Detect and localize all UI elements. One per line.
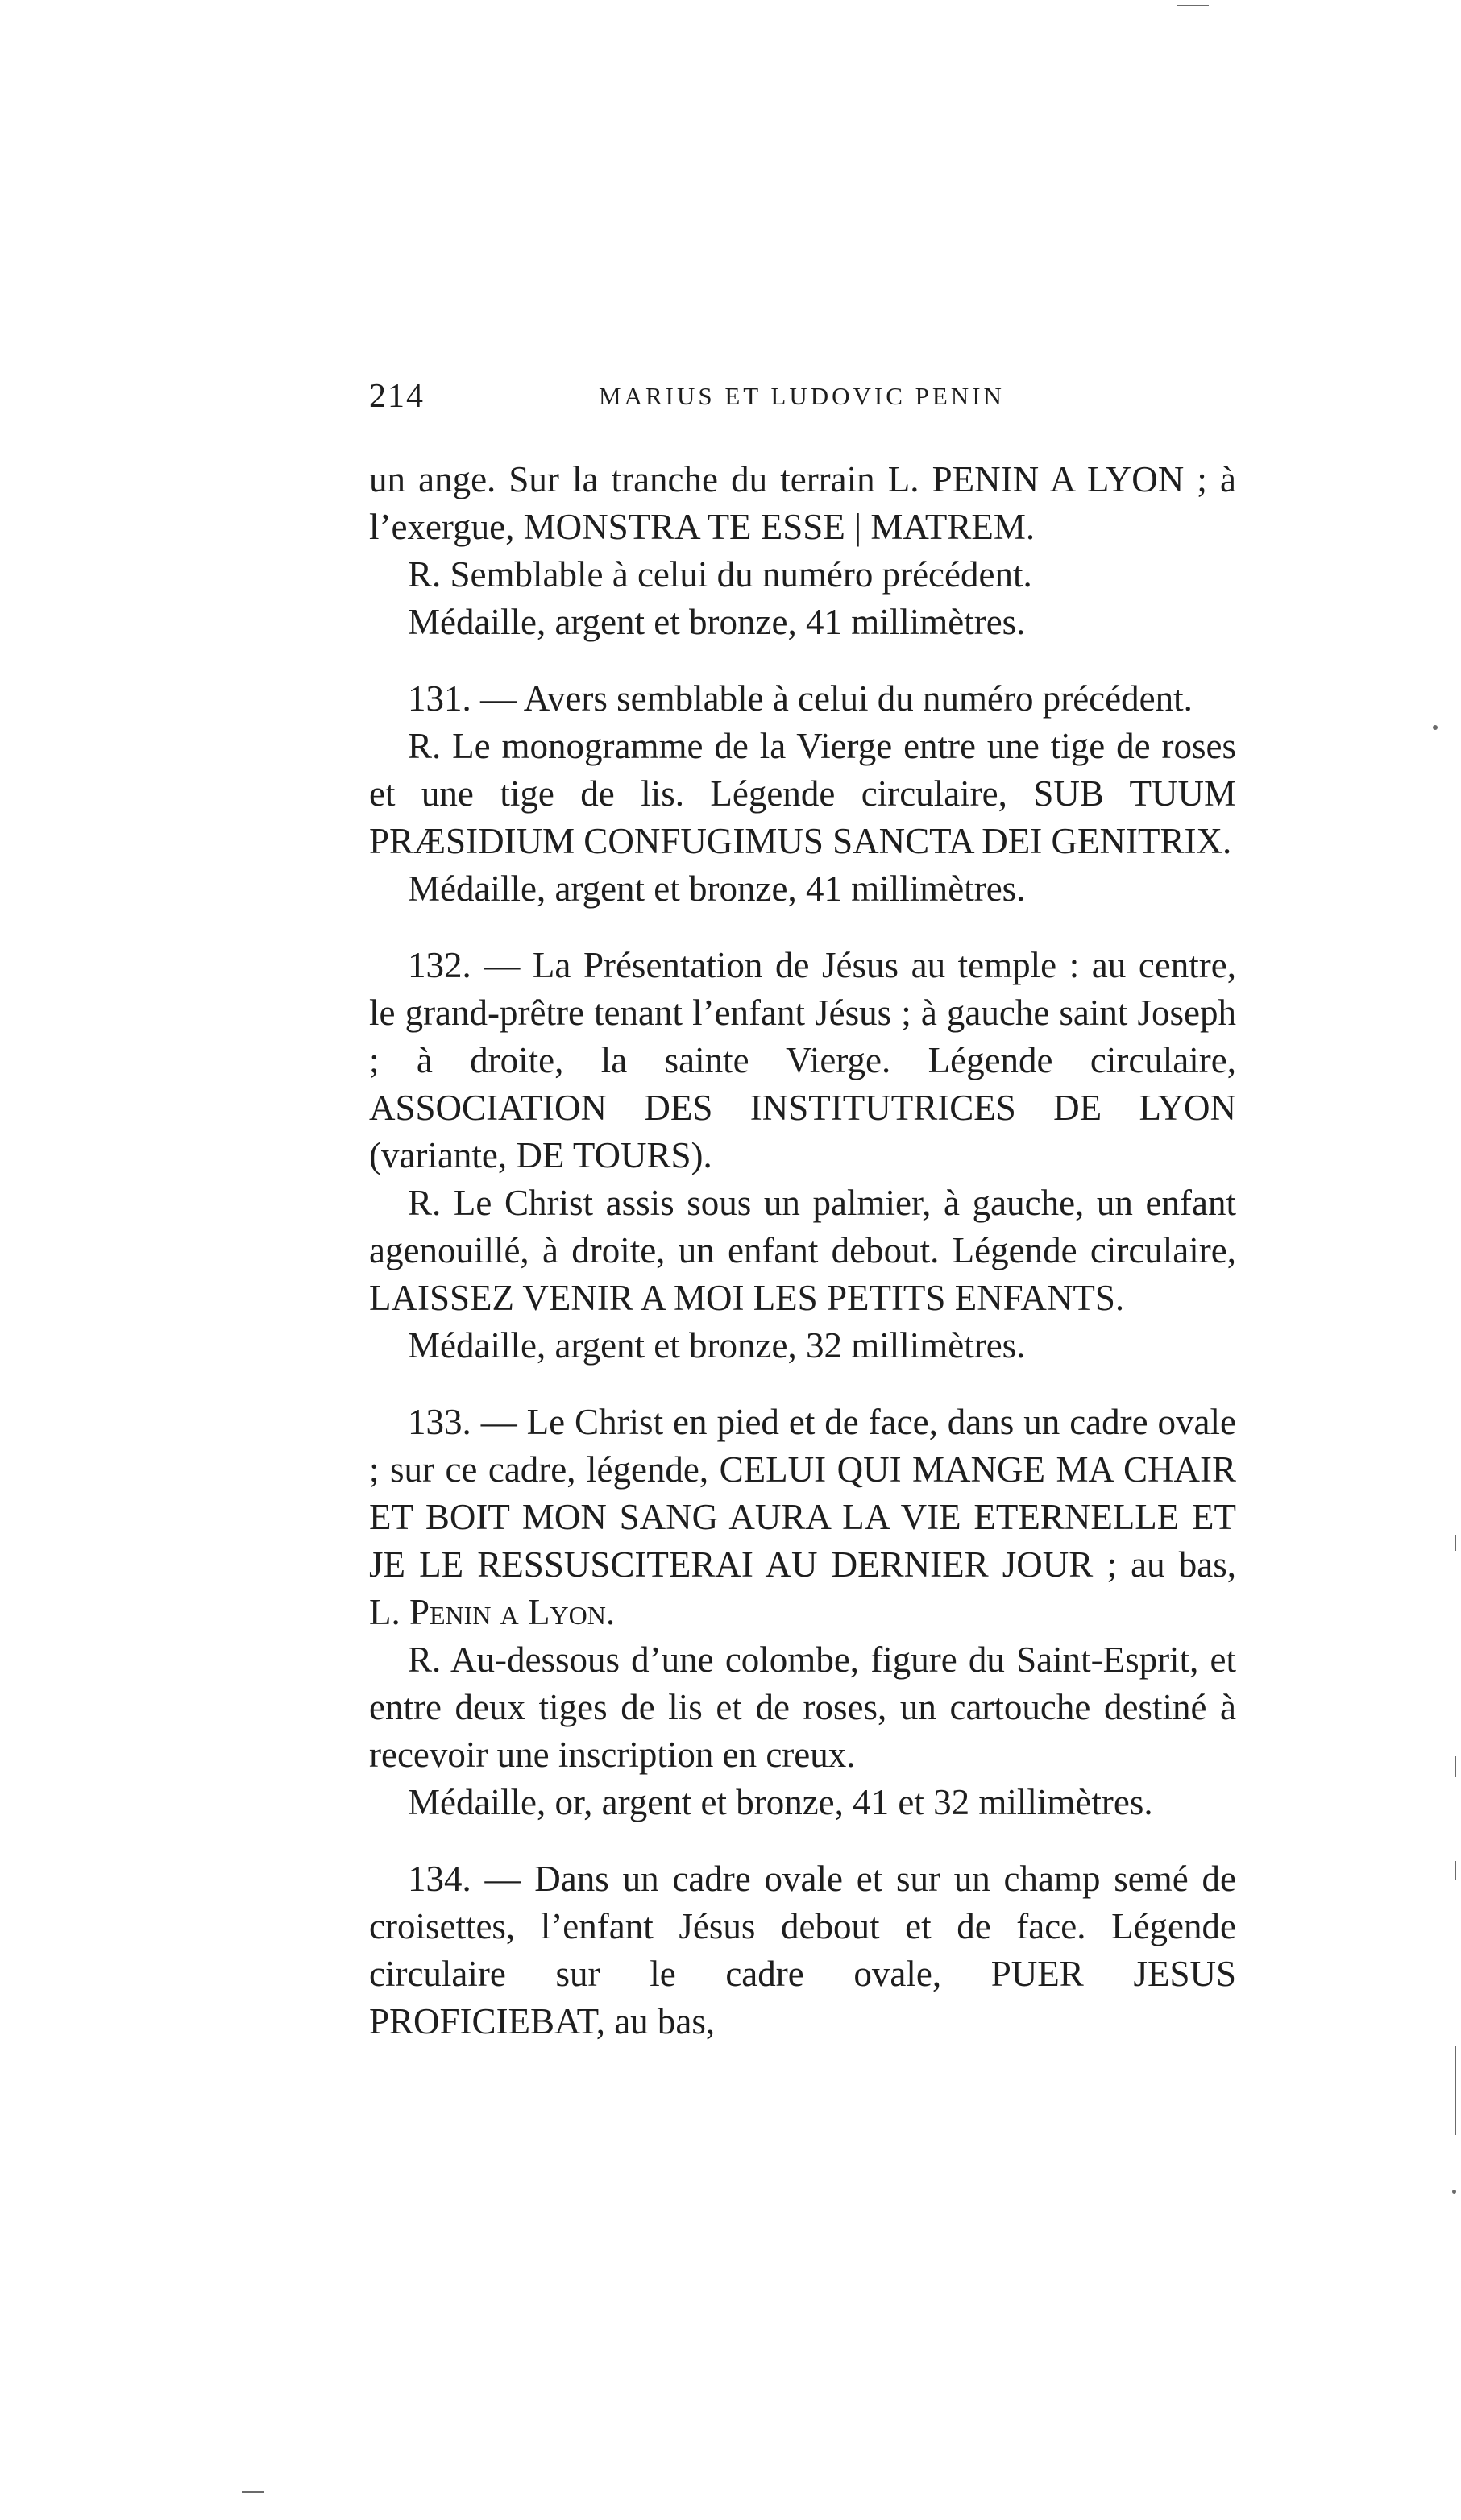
paragraph: Médaille, argent et bronze, 32 millimètres. — [408, 1325, 1026, 1366]
paragraph: R. Le Christ assis sous un palmier, à gauche, un enfant agenouillé, à droite, un enfant debout. Légende circulaire, LAISSEZ VENIR A MOI LES PETITS ENFANTS. — [369, 1183, 1236, 1318]
scan-mark — [242, 2491, 264, 2493]
scan-mark — [1455, 1861, 1456, 1880]
paragraph: Médaille, argent et bronze, 41 millimètres. — [408, 868, 1026, 909]
page-body — [369, 377, 1236, 2045]
page-number: 214 — [369, 378, 425, 415]
running-title: MARIUS ET LUDOVIC PENIN — [599, 382, 1005, 410]
paragraph: 134. — Dans un cadre ovale et sur un champ semé de croisettes, l’enfant Jésus debout et de face. Légende circulaire sur le cadre ovale, PUER JESUS PROFICIEBAT, au bas, — [369, 1859, 1236, 2041]
scan-mark — [1177, 5, 1209, 6]
scan-mark — [1455, 1756, 1456, 1777]
paragraph: 132. — La Présentation de Jésus au temple : au centre, le grand-prêtre tenant l’enfant Jésus ; à gauche saint Joseph ; à droite, la sainte Vierge. Légende circulaire, ASSOCIATION DES INSTITUTRICES DE LYON (variante, DE TOURS). — [369, 945, 1236, 1175]
running-head — [369, 377, 1236, 425]
paragraph: 131. — Avers semblable à celui du numéro précédent. — [408, 678, 1193, 719]
paragraph: R. Au-dessous d’une colombe, figure du Saint-Esprit, et entre deux tiges de lis et de roses, un cartouche destiné à recevoir une inscription en creux. — [369, 1639, 1236, 1775]
paragraph: R. Le monogramme de la Vierge entre une tige de roses et une tige de lis. Légende circulaire, SUB TUUM PRÆSIDIUM CONFUGIMUS SANCTA DEI GENITRIX. — [369, 726, 1236, 861]
scan-mark — [1452, 2190, 1456, 2194]
scan-mark — [1455, 2046, 1456, 2135]
paragraph: Médaille, or, argent et bronze, 41 et 32 millimètres. — [408, 1782, 1153, 1822]
scan-mark — [1455, 1535, 1456, 1551]
paragraph: Médaille, argent et bronze, 41 millimètres. — [408, 602, 1026, 642]
paragraph: R. Semblable à celui du numéro précédent. — [408, 554, 1032, 595]
body-text — [369, 456, 1236, 2045]
paragraph: un ange. Sur la tranche du terrain L. PENIN A LYON ; à l’exergue, MONSTRA TE ESSE | MATREM. — [369, 459, 1236, 547]
paragraph: 133. — Le Christ en pied et de face, dans un cadre ovale ; sur ce cadre, légende, CELUI QUI MANGE MA CHAIR ET BOIT MON SANG AURA LA VIE ETERNELLE ET JE LE RESSUSCITERAI AU DERNIER JOUR ; au bas, L. Penin a Lyon. — [369, 1402, 1236, 1632]
scan-mark — [1433, 725, 1438, 730]
